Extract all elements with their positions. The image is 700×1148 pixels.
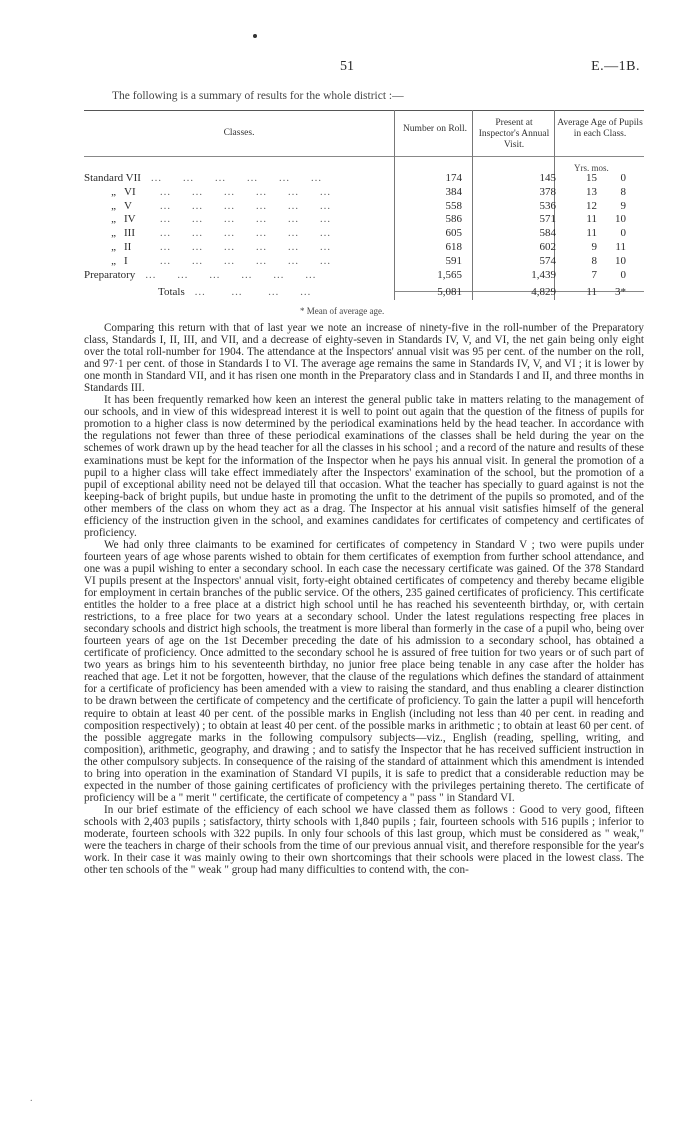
roll-value: 605 (445, 227, 462, 240)
class-label: Standard VII (84, 172, 141, 184)
age-years: 12 (586, 199, 597, 212)
age-years: 7 (591, 268, 597, 281)
present-value: 584 (539, 227, 556, 240)
ditto-mark: „ (111, 185, 116, 198)
table-row (84, 255, 644, 268)
leader-dots: … … … … … … (150, 254, 333, 267)
leader-dots: … … … … … … (150, 199, 333, 212)
roll-value: 384 (445, 185, 462, 198)
age-months: 10 (615, 213, 626, 226)
ditto-mark: „ (111, 227, 116, 240)
header-bottom-rule (84, 156, 644, 157)
roll-value: 174 (445, 172, 462, 184)
table-row (84, 200, 644, 213)
table-row (84, 241, 644, 254)
leader-dots: … … … … … … (150, 241, 333, 253)
header-roll: Number on Roll. (402, 124, 468, 134)
present-value: 574 (539, 254, 556, 267)
table-row (84, 269, 644, 282)
present-value: 602 (539, 241, 556, 253)
paragraph: We had only three claimants to be examined for certificates of competency in Standard V ; two were pupils under fourteen years of age whose parents wished to obtain for them certificates of exemption from further school attendance, and one was a pupil wishing to enter a secondary school. In each case the necessary certificate was gained. Of the 378 Standard VI pupils present at the Inspectors' annual visit, forty-eight obtained certificates of competency and thereby became eligible for employment in certain branches of the public service. Of the others, 235 gained certificates of proficiency. This certificate entitles the holder to a free place at a district high school until he has reached his seventeenth birthday, or, with certain restrictions, to a free place for two years at a secondary school. Under the latest regulations respecting free places in secondary schools and district high schools, the treatment is more liberal than formerly in the case of a pupil who, being over fourteen years of age on the 1st December preceding the date of his admission to a secondary school, has obtained a certificate of proficiency. Once admitted to the secondary school he is assured of free tuition for two years or of such part of two years as brings him to his seventeenth birthday, no junior free place being tenable in any case after the holder has reached that age. Let it not be forgotten, however, that the clause of the regulations which defines the standard of attainment for a certificate of proficiency has been amended with a view to raising the standard, and thus enabling a clearer distinction to be drawn between the certificate of competency and the certificate of proficiency. To gain the latter a pupil will henceforth require to obtain at least 40 per cent. of the possible marks in English (including not less than 40 per cent. in reading and composition respectively) ; to obtain at least 40 per cent. of the possible marks in arithmetic ; to obtain at least 60 per cent. of the possible aggregate marks in the following compulsory subjects—viz., English (reading, spelling, writing, and composition), arithmetic, geography, and drawing ; and to satisfy the Inspector that he has received sufficient instruction in the other compulsory subjects. In consequence of the raising of the standard of attainment which this amendment is intended to bring into operation in the examination of Standard VI pupils, it is safe to predict that a considerable reduction may be expected in the number of those gaining certificates of proficiency with the privileges pertaining thereto. The certificate of proficiency will be a " merit " certificate, the certificate of competency a " pass " in Standard VI. (84, 538, 644, 804)
roll-value: 586 (445, 213, 462, 226)
roll-value: 1,565 (437, 268, 462, 281)
class-label: IV (124, 213, 136, 226)
class-label: III (124, 227, 135, 240)
ditto-mark: „ (111, 213, 116, 226)
class-label: Preparatory (84, 268, 136, 281)
totals-label: Totals (158, 286, 185, 298)
paragraph: In our brief estimate of the efficiency of each school we have classed them as follows : Good to very good, fifteen schools with 2,403 pupils ; satisfactory, thirty schools with 1,840 pupils ; fair, fourteen schools with 516 pupils ; inferior to moderate, fourteen schools with 322 pupils. In only four schools of this last group, which must be considered as " weak," were the teachers in charge of their schools from the time of our previous annual visit, and therefore responsible for the year's work. In their case it was mainly owing to their own shortcomings that their schools were placed in the lowest class. The other ten schools of the " weak " group had many difficulties to contend with, the con- (84, 803, 644, 877)
class-label: VI (124, 185, 136, 198)
header-average-age: Average Age of Pupils in each Class. (557, 118, 643, 139)
intro-sentence: The following is a summary of results for the whole district :— (112, 90, 404, 102)
present-value: 571 (539, 213, 556, 226)
age-months: 10 (615, 254, 626, 267)
totals-present: 4,829 (531, 286, 556, 298)
leader-dots: … … … … … … (140, 172, 324, 184)
age-months: 0 (620, 172, 626, 184)
age-years: 13 (586, 185, 597, 198)
age-years: 15 (586, 172, 597, 184)
leader-dots: … … … … … … (150, 185, 333, 198)
table-row (84, 227, 644, 240)
ditto-mark: „ (111, 199, 116, 212)
table-top-rule (84, 110, 644, 111)
totals-age-years: 11 (586, 286, 597, 298)
age-months: 9 (620, 199, 626, 212)
leader-dots: … … … … (184, 286, 313, 298)
roll-value: 618 (445, 241, 462, 253)
class-label: I (124, 254, 128, 267)
page-number: 51 (340, 59, 354, 74)
header-present: Present at Inspector's Annual Visit. (478, 118, 550, 150)
present-value: 536 (539, 199, 556, 212)
age-years: 11 (586, 213, 597, 226)
leader-dots: … … … … … … (150, 213, 333, 226)
roll-value: 558 (445, 199, 462, 212)
totals-row (84, 286, 644, 299)
table-footnote: * Mean of average age. (300, 306, 385, 316)
paragraph: Comparing this return with that of last year we note an increase of ninety-five in the roll-number of the Preparatory class, Standards I, II, III, and VII, and a decrease of eighty-seven in Standards IV, V, and VI, the net gain being only eight over the total roll-number for 1904. The attendance at the Inspectors' annual visit was 95 per cent. of the number on the roll, and 97·1 per cent. of those in Standards I to VI. The average age remains the same in Standards IV, V, and VI ; it is lower by one month in Standard VII, and it has risen one month in the Preparatory class and in Standards I and II, and three months in Standards III. (84, 322, 644, 395)
table-row (84, 186, 644, 199)
ditto-mark: „ (111, 254, 116, 267)
present-value: 1,439 (531, 268, 556, 281)
age-months: 11 (615, 241, 626, 253)
document-reference: E.—1B. (591, 59, 640, 74)
class-label: V (124, 199, 132, 212)
body-text (84, 322, 644, 876)
age-years: 11 (586, 227, 597, 240)
table-row (84, 213, 644, 226)
totals-age-months: 3* (615, 286, 626, 298)
present-value: 378 (539, 185, 556, 198)
age-units: Yrs. mos. (574, 163, 609, 173)
leader-dots: … … … … … … (150, 227, 333, 240)
age-months: 0 (620, 227, 626, 240)
age-months: 0 (620, 268, 626, 281)
table-row (84, 172, 644, 185)
totals-roll: 5,081 (437, 286, 462, 298)
age-years: 9 (591, 241, 597, 253)
margin-mark: . (30, 1093, 33, 1104)
class-label: II (124, 241, 132, 253)
present-value: 145 (539, 172, 556, 184)
roll-value: 591 (445, 254, 462, 267)
leader-dots: … … … … … … (135, 268, 318, 281)
age-months: 8 (620, 185, 626, 198)
paragraph: It has been frequently remarked how keen an interest the general public take in matters relating to the management of our schools, and in view of this widespread interest it is well to point out again that the question of the fitness of pupils for promotion to a higher class is now determined by the periodical examinations held by the head teacher. In accordance with the regulations not fewer than three of these periodical examinations of the classes shall be held during the year on the schemes of work drawn up by the head teacher for all the classes in his school ; and a record of the nature and results of these examinations must be kept for the information of the Inspector when he pays his annual visit. In general the promotion of a pupil to a higher class will take effect immediately after the Inspectors' examination of the school, but the promotion of a pupil of exceptional ability need not be delayed till that occasion. What the teacher has specially to guard against is not the keeping-back of bright pupils, but undue haste in promoting the unfit to the detriment of the pupils so promoted, and of the other members of the class on whom they act as a drag. The Inspector at his annual visit satisfies himself of the general efficiency of the instruction given in the school, and examines candidates for certificates of competency and certificates of proficiency. (84, 394, 644, 539)
print-mark (253, 34, 257, 38)
age-years: 8 (591, 254, 597, 267)
header-classes: Classes. (223, 128, 255, 138)
ditto-mark: „ (111, 241, 116, 253)
